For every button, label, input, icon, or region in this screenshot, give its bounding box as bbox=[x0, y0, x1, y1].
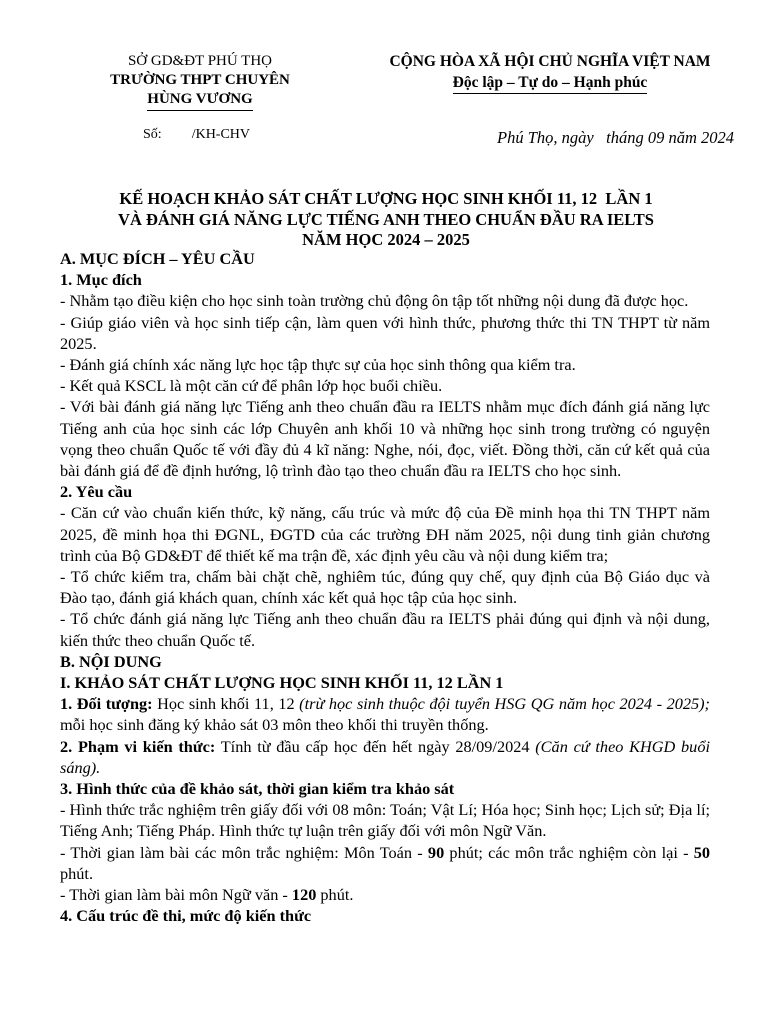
format-heading: 3. Hình thức của đề khảo sát, thời gian kiểm tra khảo sát bbox=[60, 779, 455, 799]
country-name: CỘNG HÒA XÃ HỘI CHỦ NGHĨA VIỆT NAM bbox=[389, 53, 711, 70]
structure-heading: 4. Cấu trúc đề thi, mức độ kiến thức bbox=[60, 906, 312, 926]
purpose-item: - Giúp giáo viên và học sinh tiếp cận, làm quen với hình thức, phương thức thi TN THPT từ năm 2025. bbox=[60, 312, 710, 353]
time-paragraph-2 bbox=[60, 884, 710, 905]
school-name-line1: TRƯỜNG THPT CHUYÊN bbox=[110, 72, 290, 88]
time1-other-minutes: 50 bbox=[693, 842, 710, 862]
time1-math-minutes: 90 bbox=[427, 842, 445, 862]
time-paragraph-1 bbox=[60, 842, 715, 884]
date-line: Phú Thọ, ngày tháng 09 năm 2024 bbox=[497, 128, 734, 147]
purpose-item: - Với bài đánh giá năng lực Tiếng anh theo chuẩn đầu ra IELTS nhằm mục đích đánh giá năng lực Tiếng anh của học sinh các lớp Chuyên anh khối 10 và những học sinh trong trường có nguyện vọng theo chuẩn Quốc tế với đầy đủ 4 kĩ năng: Nghe, nói, đọc, viết. Đồng thời, căn cứ kết quả của bài đánh giá để đề định hướng, lộ trình đào tạo theo chuẩn đầu ra IELTS cho học sinh. bbox=[60, 397, 710, 481]
doc-number-label: Số: bbox=[143, 127, 162, 142]
document-title bbox=[60, 189, 712, 251]
time2-text-a: - Thời gian làm bài môn Ngữ văn - bbox=[60, 885, 292, 905]
target-note: (trừ học sinh thuộc đội tuyển HSG QG năm học 2024 - 2025); bbox=[299, 694, 710, 714]
time1-text-a: - Thời gian làm bài các môn trắc nghiệm: Môn Toán - bbox=[60, 842, 428, 862]
title-line3: NĂM HỌC 2024 – 2025 bbox=[302, 230, 470, 249]
scope-text: Tính từ đầu cấp học đến hết ngày 28/09/2024 bbox=[215, 736, 536, 756]
target-label: 1. Đối tượng: bbox=[60, 694, 153, 714]
requirement-item: - Tổ chức kiểm tra, chấm bài chặt chẽ, nghiêm túc, đúng quy chế, quy định của Bộ Giáo dục và Đào tạo, đánh giá khách quan, chính xác kết quả học tập của học sinh. bbox=[60, 567, 710, 608]
requirement-item: - Căn cứ vào chuẩn kiến thức, kỹ năng, cấu trúc và mức độ của Đề minh họa thi TN THPT năm 2025, đề minh họa thi ĐGNL, ĐGTD của các trường ĐH năm 2025, nội dung tinh giản chương trình của Bộ GD&ĐT để thiết kế ma trận đề, xác định yêu cầu và nội dung kiểm tra; bbox=[60, 503, 710, 565]
purpose-item: - Đánh giá chính xác năng lực học tập thực sự của học sinh thông qua kiểm tra. bbox=[60, 355, 576, 375]
national-motto: Độc lập – Tự do – Hạnh phúc bbox=[453, 72, 648, 94]
target-text: Học sinh khối 11, 12 bbox=[152, 694, 300, 714]
purpose-heading: 1. Mục đích bbox=[60, 270, 142, 290]
header-left bbox=[80, 52, 320, 111]
doc-number-code: /KH-CHV bbox=[191, 127, 251, 142]
format-item: - Hình thức trắc nghiệm trên giấy đối với 08 môn: Toán; Vật Lí; Hóa học; Sinh học; Lịch sử; Địa lí; Tiếng Anh; Tiếng Pháp. Hình thức tự luận trên giấy đối với môn Ngữ Văn. bbox=[60, 800, 710, 841]
time1-text-e: phút. bbox=[60, 842, 715, 883]
time1-text-c: phút; các môn trắc nghiệm còn lại - bbox=[444, 842, 694, 862]
header-right bbox=[350, 51, 750, 94]
school-name-line2: HÙNG VƯƠNG bbox=[147, 90, 252, 111]
title-line2: VÀ ĐÁNH GIÁ NĂNG LỰC TIẾNG ANH THEO CHUẨN ĐẦU RA IELTS bbox=[118, 209, 654, 229]
requirements-heading: 2. Yêu cầu bbox=[60, 482, 133, 502]
title-line1: KẾ HOẠCH KHẢO SÁT CHẤT LƯỢNG HỌC SINH KHỐI 11, 12 LẦN 1 bbox=[119, 189, 653, 208]
time2-text-c: phút. bbox=[316, 885, 354, 905]
section-a-heading: A. MỤC ĐÍCH – YÊU CẦU bbox=[60, 249, 255, 268]
target-rest: mỗi học sinh đăng ký khảo sát 03 môn theo khối thi truyền thống. bbox=[60, 694, 715, 735]
document-number bbox=[143, 124, 250, 145]
section-b-heading: B. NỘI DUNG bbox=[60, 651, 162, 671]
purpose-item: - Nhằm tạo điều kiện cho học sinh toàn trường chủ động ôn tập tốt những nội dung đã được học. bbox=[60, 291, 689, 311]
department-name: SỞ GD&ĐT PHÚ THỌ bbox=[127, 53, 273, 69]
time2-literature-minutes: 120 bbox=[291, 885, 317, 905]
document-body bbox=[60, 248, 715, 927]
scope-label: 2. Phạm vi kiến thức: bbox=[60, 736, 216, 756]
requirement-item: - Tổ chức đánh giá năng lực Tiếng anh theo chuẩn đầu ra IELTS phải đúng qui định và nội dung, kiến thức theo chuẩn Quốc tế. bbox=[60, 609, 710, 650]
part1-heading: I. KHẢO SÁT CHẤT LƯỢNG HỌC SINH KHỐI 11, 12 LẦN 1 bbox=[60, 673, 504, 693]
scope-paragraph bbox=[60, 736, 710, 778]
target-paragraph bbox=[60, 693, 715, 735]
purpose-item: - Kết quả KSCL là một căn cứ để phân lớp học buổi chiều. bbox=[60, 376, 443, 396]
scope-note: (Căn cứ theo KHGD buổi sáng). bbox=[60, 736, 710, 777]
